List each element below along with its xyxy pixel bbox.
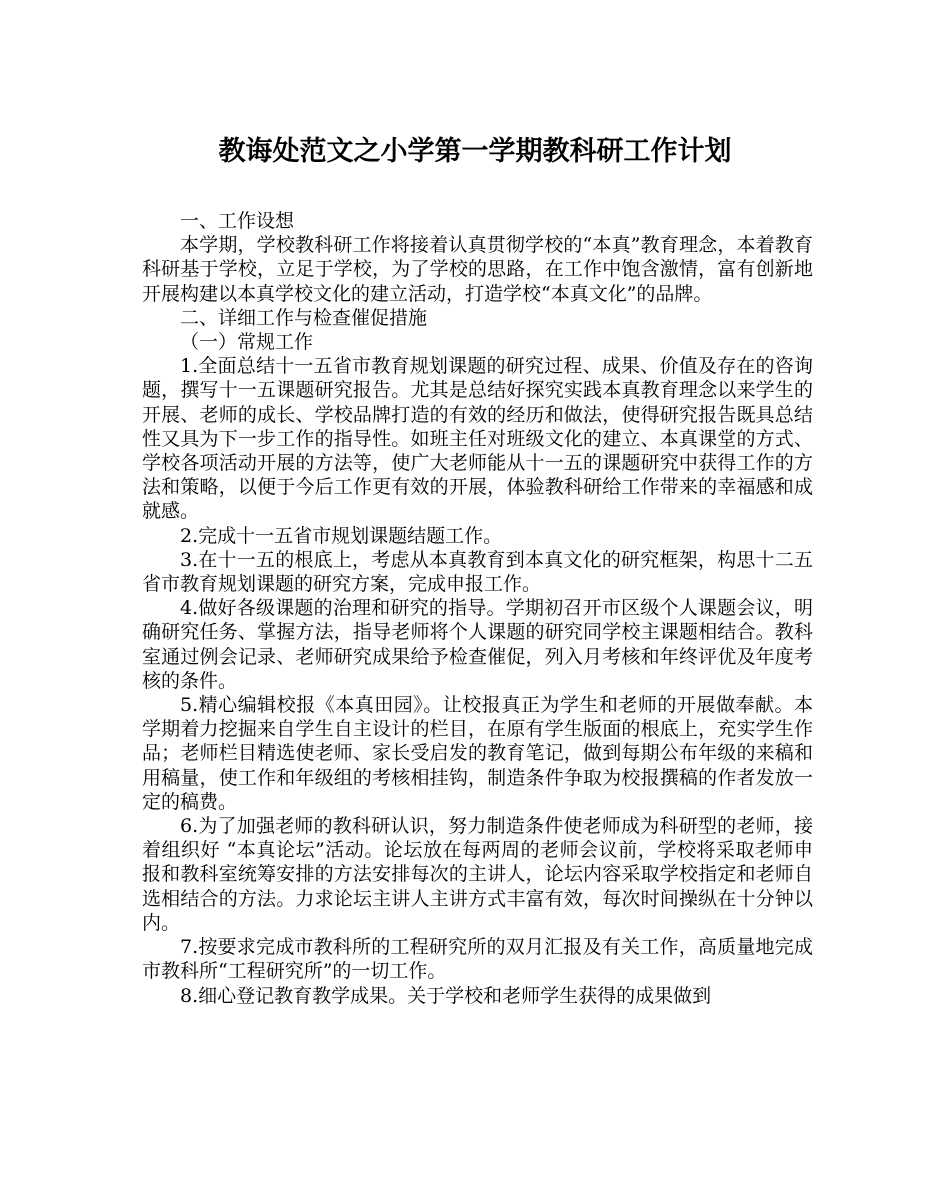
paragraph-intro: 本学期，学校教科研工作将接着认真贯彻学校的“本真”教育理念，本着教育科研基于学校，立足于学校，为了学校的思路，在工作中饱含激情，富有创新地开展构建以本真学校文化的建立活动，打造学校“本真文化”的品牌。 <box>142 234 813 305</box>
section-heading-work-plan: 一、工作设想 <box>180 210 295 232</box>
list-item-5: 5.精心编辑校报《本真田园》。让校报真正为学生和老师的开展做奉献。本学期着力挖掘来自学生自主设计的栏目，在原有学生版面的根底上，充实学生作品；老师栏目精选使老师、家长受启发的教育笔记，做到每期公布年级的来稿和用稿量，使工作和年级组的考核相挂钩，制造条件争取为校报撰稿的作者发放一定的稿费。 <box>142 694 813 813</box>
list-item-4: 4.做好各级课题的治理和研究的指导。学期初召开市区级个人课题会议，明确研究任务、掌握方法，指导老师将个人课题的研究同学校主课题相结合。教科室通过例会记录、老师研究成果给予检查催促，列入月考核和年终评优及年度考核的条件。 <box>142 597 813 692</box>
list-item-3: 3.在十一五的根底上，考虑从本真教育到本真文化的研究框架，构思十二五省市教育规划课题的研究方案，完成申报工作。 <box>142 548 813 596</box>
section-heading-measures: 二、详细工作与检查催促措施 <box>180 306 428 329</box>
list-item-8: 8.细心登记教育教学成果。关于学校和老师学生获得的成果做到 <box>180 984 712 1007</box>
list-item-7: 7.按要求完成市教科所的工程研究所的双月汇报及有关工作，高质量地完成市教科所“工程研究所”的一切工作。 <box>142 936 813 983</box>
document-body <box>142 209 813 1008</box>
subsection-heading-routine: （一）常规工作 <box>180 331 314 354</box>
list-item-1: 1.全面总结十一五省市教育规划课题的研究过程、成果、价值及存在的咨询题，撰写十一五课题研究报告。尤其是总结好探究实践本真教育理念以来学生的开展、老师的成长、学校品牌打造的有效的经历和做法，使得研究报告既具总结性又具为下一步工作的指导性。如班主任对班级文化的建立、本真课堂的方式、学校各项活动开展的方法等，使广大老师能从十一五的课题研究中获得工作的方法和策略，以便于今后工作更有效的开展，体验教科研给工作带来的幸福感和成就感。 <box>142 355 813 523</box>
document-title: 教诲处范文之小学第一学期教科研工作计划 <box>218 136 732 167</box>
list-item-2: 2.完成十一五省市规划课题结题工作。 <box>180 524 503 547</box>
list-item-6: 6.为了加强老师的教科研认识，努力制造条件使老师成为科研型的老师，接着组织好 “本真论坛”活动。论坛放在每两周的老师会议前，学校将采取老师申报和教科室统筹安排的方法安排每次的主讲人，论坛内容采取学校指定和老师自选相结合的方法。力求论坛主讲人主讲方式丰富有效，每次时间操纵在十分钟以内。 <box>142 815 813 934</box>
